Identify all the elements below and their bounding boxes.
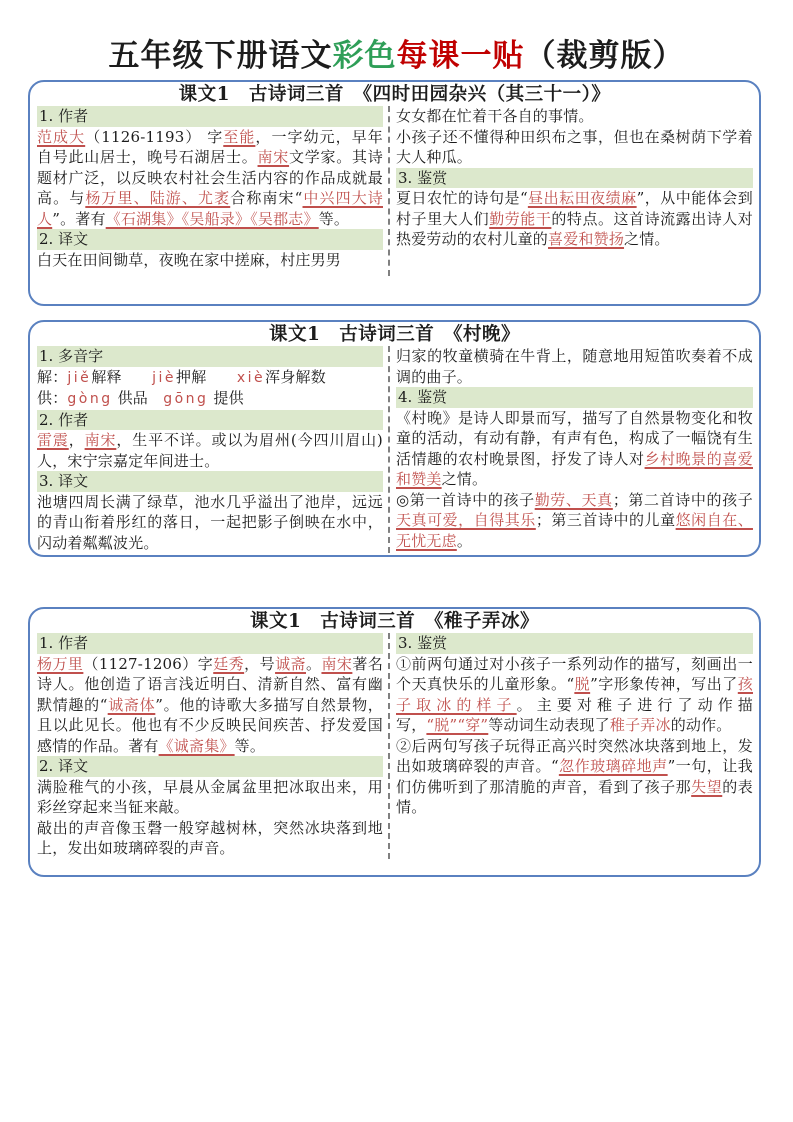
body-text: 的表情。 (396, 777, 753, 816)
paragraph (37, 250, 383, 271)
body-text: ，号 (244, 654, 276, 673)
section-header: 2. 译文 (37, 756, 383, 777)
section-header: 3. 鉴赏 (396, 168, 753, 189)
left-column (37, 346, 383, 553)
body-text: ；第二首诗中的孩子 (612, 490, 753, 509)
body-text: 浑身解数 (265, 367, 326, 386)
paragraph (396, 127, 753, 168)
highlighted-text: 《诚斋集》 (158, 736, 235, 755)
highlighted-text: 雷震 (37, 431, 69, 449)
section-header: 1. 作者 (37, 633, 383, 654)
body-text: ①前两句通过对小孩子一系列动作的描写，刻画出一个天真快乐的儿童形象。“ (396, 654, 753, 693)
section-header: 3. 鉴赏 (396, 633, 753, 654)
column-divider (388, 633, 390, 859)
highlighted-text: gòng (67, 391, 113, 407)
highlighted-text: 杨万里、陆游、尤袤 (85, 189, 231, 207)
paragraph (37, 777, 383, 818)
highlighted-text: 勤劳、天真 (534, 490, 613, 509)
paragraph (396, 346, 753, 387)
highlighted-text: 忽作玻璃碎地声 (558, 757, 668, 775)
highlighted-text: 诚斋 (275, 654, 306, 673)
body-text: 《村晚》是诗人即景而写，描写了自然景物变化和牧童的活动，有动有静，有声有色，构成了一幅饶有生活情趣的农村晚景图，抒发了诗人对 (396, 408, 753, 468)
page-title-segment: 彩色 (332, 38, 397, 74)
card-columns (30, 633, 759, 859)
paragraph (396, 408, 753, 490)
highlighted-text: 范成大 (37, 127, 86, 146)
highlighted-text: gōng (163, 391, 209, 407)
paragraph (37, 492, 383, 554)
lesson-card-3 (28, 607, 761, 877)
highlighted-text: 孩子取冰的样子 (396, 675, 753, 714)
highlighted-text: 《石湖集》《吴船录》《吴郡志》 (105, 209, 319, 228)
body-text: 白天在田间锄草，夜晚在家中搓麻，村庄男男 (37, 250, 342, 269)
highlighted-text: 杨万里 (37, 654, 84, 673)
body-text: ，一字幼元，早年自号此山居士，晚号石湖居士。 (37, 127, 383, 166)
body-text: 的特点。这首诗流露出诗人对热爱劳动的农村儿童的 (396, 209, 753, 248)
body-text: 满脸稚气的小孩，早晨从金属盆里把冰取出来，用彩丝穿起来当钲来敲。 (37, 777, 383, 816)
body-text: 著名诗人。他创造了语言浅近明白、清新自然、富有幽默情趣的“ (37, 654, 384, 714)
highlighted-text: 至能 (223, 127, 256, 146)
body-text: 等动词生动表现了 (488, 716, 610, 734)
highlighted-text: 中兴四大诗人 (37, 189, 383, 228)
highlighted-text: 稚子弄冰 (609, 716, 671, 734)
section-header: 3. 译文 (37, 471, 383, 492)
body-text: 解： (37, 367, 68, 386)
section-header: 1. 多音字 (37, 346, 383, 367)
body-text: 合称南宋“ (230, 189, 303, 207)
highlighted-text: 脱 (574, 675, 591, 693)
highlighted-text: 南宋 (257, 148, 290, 166)
body-text: ；第三首诗中的儿童 (535, 511, 676, 529)
card-title: 课文1 古诗词三首 《稚子弄冰》 (249, 611, 540, 632)
right-column (396, 346, 753, 551)
body-text: 提供 (208, 389, 244, 407)
paragraph (37, 367, 383, 389)
paragraph (396, 188, 753, 250)
highlighted-text: 诚斋体 (107, 695, 156, 714)
page-title-segment: （裁剪版） (524, 38, 685, 74)
lesson-card-1 (28, 80, 761, 306)
body-text: 敲出的声音像玉磬一般穿越树林，突然冰块落到地上，发出如玻璃碎裂的声音。 (37, 818, 383, 857)
paragraph (396, 490, 753, 552)
body-text: 供品 (112, 389, 164, 407)
section-header: 2. 作者 (37, 410, 383, 431)
section-header: 1. 作者 (37, 106, 383, 127)
body-text: ”，从中能体会到村子里大人们 (396, 189, 753, 228)
paragraph (396, 654, 753, 736)
body-text: 等。 (234, 736, 266, 755)
highlighted-text: 勤劳能干 (489, 209, 552, 228)
paragraph (37, 818, 383, 859)
highlighted-text: 失望 (691, 777, 723, 796)
page-title-segment: 每课一贴 (396, 38, 525, 74)
card-columns (30, 346, 759, 553)
highlighted-text: “脱”“穿” (426, 716, 489, 734)
column-divider (388, 346, 390, 553)
body-text: 夏日农忙的诗句是“ (396, 189, 528, 207)
highlighted-text: 昼出耘田夜绩麻 (527, 189, 637, 207)
body-text: 女女都在忙着干各自的事情。 (396, 107, 594, 125)
body-text: 之情。 (624, 230, 670, 248)
body-text: 文学家。其诗题材广泛，以反映农村社会生活内容的作品成就最高。与 (37, 148, 384, 207)
paragraph (396, 736, 753, 818)
left-column (37, 633, 383, 859)
body-text: ”。他的诗歌大多描写自然景物，且以此见长。他也有不少反映民间疾苦、抒发爱国感情的作品。著有 (37, 695, 383, 755)
highlighted-text: jiě (67, 369, 92, 386)
highlighted-text: 南宋 (321, 654, 353, 673)
paragraph (37, 127, 383, 230)
left-column (37, 106, 383, 270)
right-column (396, 633, 753, 818)
section-header: 2. 译文 (37, 229, 383, 250)
body-text: 供： (37, 389, 68, 407)
body-text: 。 (305, 654, 322, 673)
paragraph (37, 430, 383, 471)
section-header: 4. 鉴赏 (396, 387, 753, 408)
lesson-card-2 (28, 320, 761, 557)
page-title-segment: 五年级下册语文 (108, 38, 333, 74)
highlighted-text: 天真可爱，自得其乐 (396, 511, 536, 529)
card-title: 课文1 古诗词三首 《四时田园杂兴（其三十一）》 (178, 84, 611, 105)
right-column (396, 106, 753, 250)
body-text: ”字形象传神，写出了 (590, 675, 738, 693)
highlighted-text: xiè (236, 369, 266, 386)
body-text: ， (68, 431, 85, 449)
page-title (0, 30, 793, 75)
card-columns (30, 106, 759, 276)
body-text: 的动作。 (670, 716, 732, 734)
highlighted-text: 廷秀 (213, 654, 245, 673)
paragraph (37, 388, 383, 410)
highlighted-text: 悠闲自在、无忧无虑 (396, 511, 753, 550)
body-text: 押解 (176, 367, 237, 386)
body-text: 。 (456, 531, 473, 550)
body-text: 等。 (318, 209, 350, 228)
highlighted-text: 喜爱和赞扬 (548, 230, 625, 248)
body-text: ◎第一首诗中的孩子 (396, 490, 535, 509)
body-text: 归家的牧童横骑在牛背上，随意地用短笛吹奏着不成调的曲子。 (396, 347, 753, 386)
body-text: ②后两句写孩子玩得正高兴时突然冰块落到地上，发出如玻璃碎裂的声音。“ (396, 736, 753, 775)
body-text: 。主要对稚子进行了动作描写， (396, 695, 754, 734)
card-title: 课文1 古诗词三首 《村晚》 (268, 324, 521, 345)
body-text: 池塘四周长满了绿草，池水几乎溢出了池岸，远远的青山衔着彤红的落日，一起把影子倒映在水中，闪动着粼粼波光。 (37, 492, 383, 552)
body-text: 之情。 (441, 470, 488, 488)
body-text: ，生平不详。或以为眉州(今四川眉山)人，宋宁宗嘉定年间进士。 (37, 431, 383, 470)
highlighted-text: 乡村晚景的喜爱和赞美 (396, 449, 753, 488)
body-text: 小孩子还不懂得种田织布之事，但也在桑树荫下学着大人种瓜。 (396, 127, 753, 166)
body-text: ”。著有 (52, 209, 106, 228)
body-text: （1127-1206）字 (83, 654, 214, 673)
highlighted-text: 南宋 (84, 431, 117, 449)
paragraph (37, 654, 383, 757)
paragraph (396, 106, 753, 127)
highlighted-text: jiè (152, 369, 177, 386)
body-text: 解释 (91, 367, 153, 386)
column-divider (388, 106, 390, 276)
body-text: ”一句，让我们仿佛听到了那清脆的声音，看到了孩子那 (396, 757, 753, 796)
body-text: （1126-1193） 字 (85, 127, 224, 146)
